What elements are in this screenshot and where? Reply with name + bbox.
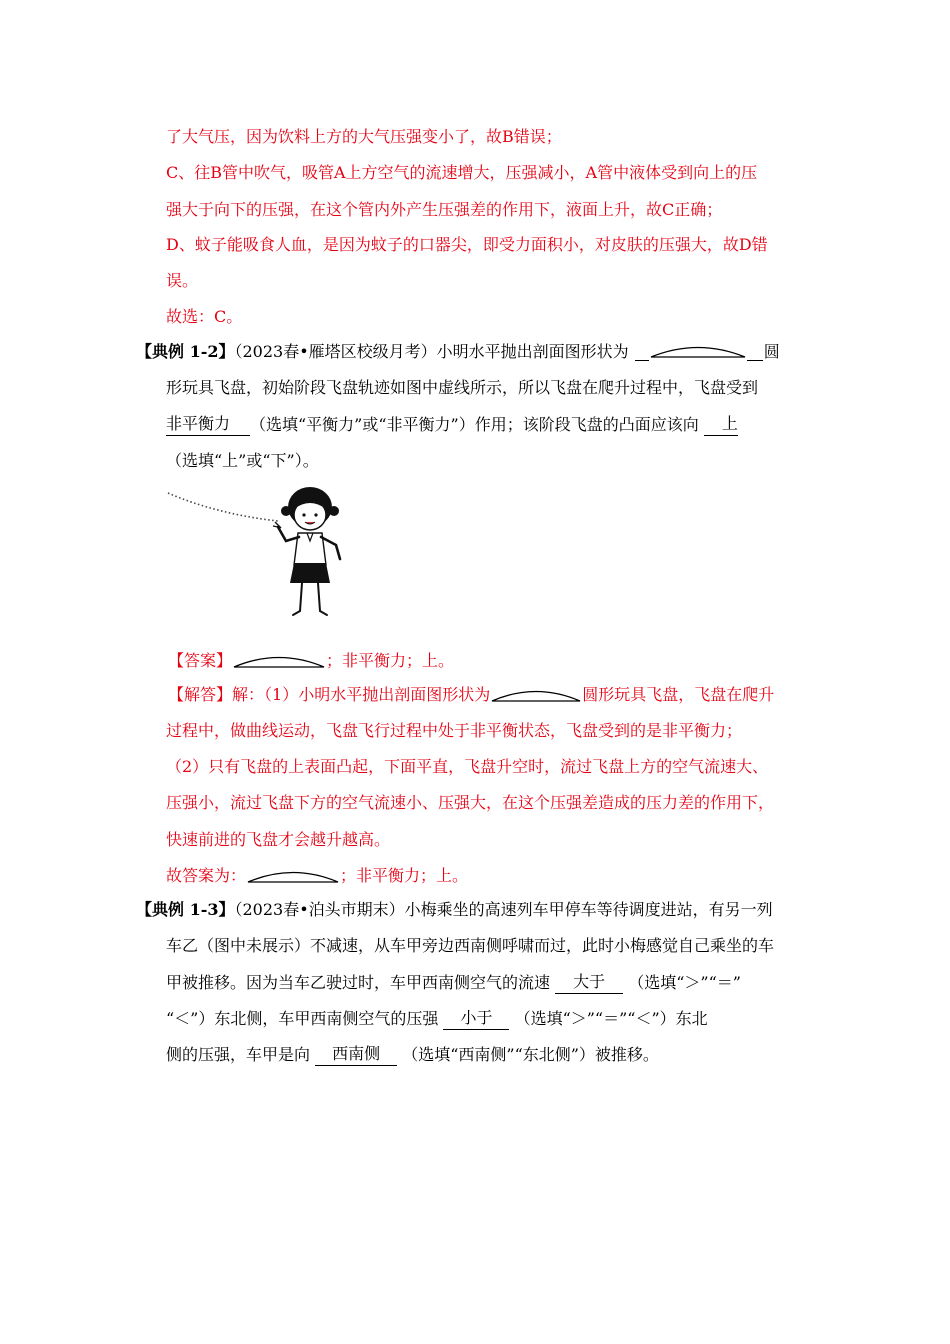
question-text: 甲被推移。因为当车乙驶过时，车甲西南侧空气的流速 bbox=[166, 973, 551, 992]
answer-blank: 小于 bbox=[443, 1008, 509, 1030]
analysis-text: 解：（1）小明水平抛出剖面图形状为 bbox=[232, 685, 491, 704]
frisbee-shape-icon bbox=[490, 688, 582, 704]
analysis-line-1 bbox=[168, 684, 774, 706]
frisbee-shape-icon bbox=[246, 869, 340, 885]
example-1-3-line-3 bbox=[166, 972, 741, 994]
answer-blank: 非平衡力 bbox=[166, 414, 250, 436]
example-tag: 【典例 1-3】 bbox=[136, 900, 235, 919]
solution-line: 误。 bbox=[166, 271, 199, 290]
final-answer-line bbox=[166, 865, 468, 887]
example-1-3-line-5 bbox=[166, 1044, 659, 1066]
girl-throwing-frisbee-illustration bbox=[160, 483, 360, 623]
frisbee-shape-icon bbox=[649, 344, 747, 360]
analysis-tag: 【解答】 bbox=[168, 685, 233, 704]
example-1-2-line-1 bbox=[136, 341, 780, 363]
example-1-3-line-4 bbox=[166, 1008, 708, 1030]
answer-blank: 西南侧 bbox=[315, 1044, 397, 1066]
final-answer-text: ；非平衡力；上。 bbox=[340, 866, 469, 885]
answer-blank: 上 bbox=[704, 414, 738, 436]
analysis-line-2: 过程中，做曲线运动，飞盘飞行过程中处于非平衡状态，飞盘受到的是非平衡力； bbox=[166, 721, 743, 740]
question-text: （选填“西南侧”“东北侧”）被推移。 bbox=[402, 1045, 659, 1064]
answer-tag: 【答案】 bbox=[168, 651, 233, 670]
question-text: 侧的压强，车甲是向 bbox=[166, 1045, 311, 1064]
question-text: 圆 bbox=[763, 342, 780, 361]
analysis-line-4: 压强小，流过飞盘下方的空气流速小、压强大，在这个压强差造成的压力差的作用下， bbox=[166, 793, 775, 812]
example-1-2-line-4: （选填“上”或“下”）。 bbox=[166, 451, 319, 470]
frisbee-shape-icon bbox=[232, 654, 326, 670]
example-1-3-line-2: 车乙（图中未展示）不减速，从车甲旁边西南侧呼啸而过，此时小梅感觉自己乘坐的车 bbox=[166, 936, 775, 955]
answer-line bbox=[168, 650, 454, 672]
example-1-2-line-3 bbox=[166, 414, 738, 436]
answer-blank: 大于 bbox=[555, 972, 623, 994]
blank-underline bbox=[747, 360, 763, 361]
solution-line: 强大于向下的压强，在这个管内外产生压强差的作用下，液面上升，故C正确； bbox=[166, 200, 723, 219]
question-text: （2023春•泊头市期末）小梅乘坐的高速列车甲停车等待调度进站，有另一列 bbox=[234, 900, 773, 919]
final-answer-label: 故答案为： bbox=[166, 866, 247, 885]
example-tag: 【典例 1-2】 bbox=[136, 342, 235, 361]
question-text: “＜”）东北侧，车甲西南侧空气的压强 bbox=[166, 1009, 439, 1028]
example-1-2-line-2: 形玩具飞盘，初始阶段飞盘轨迹如图中虚线所示，所以飞盘在爬升过程中，飞盘受到 bbox=[166, 378, 759, 397]
solution-line: 故选：C。 bbox=[166, 307, 243, 326]
example-1-3-line-1 bbox=[136, 899, 773, 921]
solution-line: D、蚊子能吸食人血，是因为蚊子的口器尖，即受力面积小，对皮肤的压强大，故D错 bbox=[166, 235, 768, 254]
solution-line: 了大气压，因为饮料上方的大气压强变小了，故B错误； bbox=[166, 127, 562, 146]
answer-text: ；非平衡力；上。 bbox=[326, 651, 455, 670]
question-text: （选填“＞”“＝” bbox=[628, 973, 741, 992]
answer-blank bbox=[634, 341, 764, 362]
question-text: （2023春•雁塔区校级月考）小明水平抛出剖面图形状为 bbox=[234, 342, 629, 361]
blank-underline bbox=[635, 360, 649, 361]
solution-line: C、往B管中吹气，吸管A上方空气的流速增大，压强减小，A管中液体受到向上的压 bbox=[166, 163, 758, 182]
analysis-line-5: 快速前进的飞盘才会越升越高。 bbox=[166, 830, 391, 849]
question-text: （选填“平衡力”或“非平衡力”）作用；该阶段飞盘的凸面应该向 bbox=[250, 415, 699, 434]
analysis-text: 圆形玩具飞盘，飞盘在爬升 bbox=[582, 685, 775, 704]
analysis-line-3: （2）只有飞盘的上表面凸起，下面平直，飞盘升空时，流过飞盘上方的空气流速大、 bbox=[166, 757, 769, 776]
question-text: （选填“＞”“＝”“＜”）东北 bbox=[514, 1009, 708, 1028]
